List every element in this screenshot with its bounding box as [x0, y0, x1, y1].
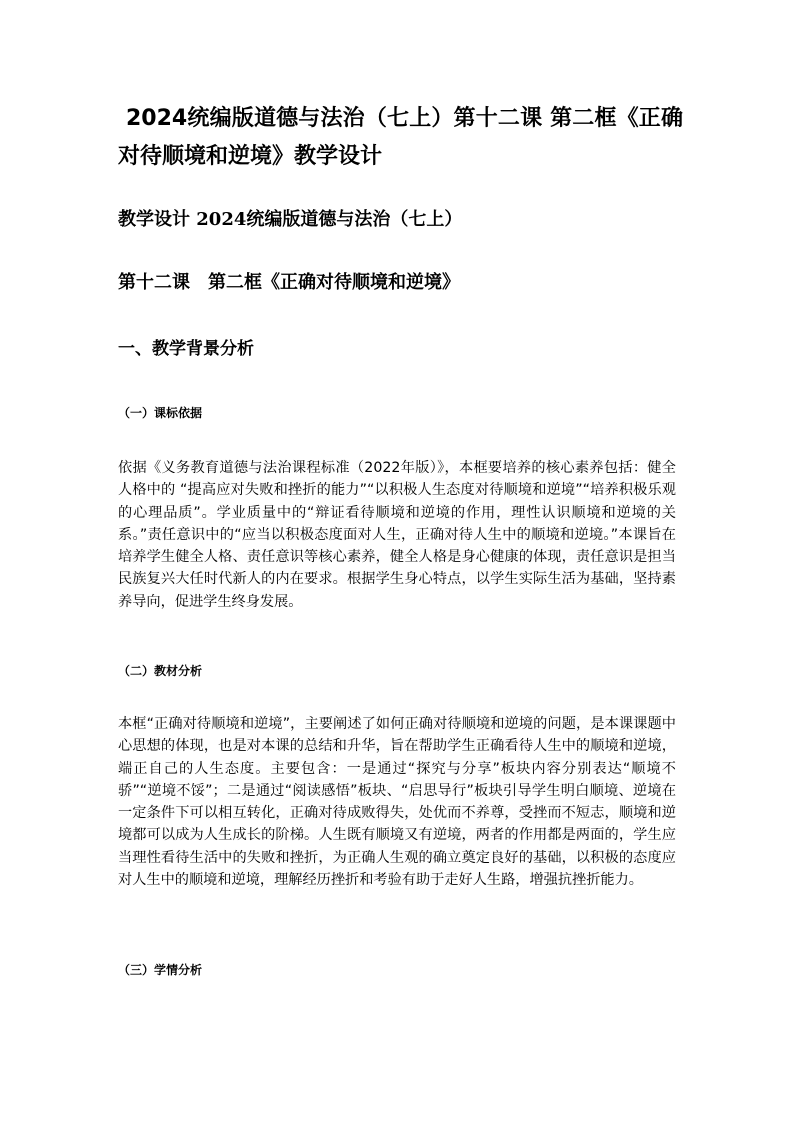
subsection-heading-curriculum-basis: （一）课标依据 — [118, 406, 203, 420]
subsection-heading-student-analysis: （三）学情分析 — [118, 963, 203, 977]
subtitle-lesson: 第十二课 第二框《正确对待顺境和逆境》 — [118, 272, 460, 293]
subtitle-teaching-design: 教学设计 2024统编版道德与法治（七上） — [118, 209, 463, 230]
paragraph-textbook-analysis: 本框“正确对待顺境和逆境”，主要阐述了如何正确对待顺境和逆境的问题，是本课课题中心思想的体现，也是对本课的总结和升华，旨在帮助学生正确看待人生中的顺境和逆境，端正自己的人生态度。主要包含：一是通过“探究与分享”板块内容分别表达“顺境不骄”“逆境不馁”；二是通过“阅读感悟”板块、“启思导行”板块引导学生明白顺境、逆境在一定条件下可以相互转化，正确对待成败得失，处优而不养尊，受挫而不短志，顺境和逆境都可以成为人生成长的阶梯。人生既有顺境又有逆境，两者的作用都是两面的，学生应当理性看待生活中的失败和挫折，为正确人生观的确立奠定良好的基础，以积极的态度应对人生中的顺境和逆境，理解经历挫折和考验有助于走好人生路，增强抗挫折能力。 — [118, 716, 677, 889]
subsection-heading-textbook-analysis: （二）教材分析 — [118, 664, 203, 678]
document-title: 2024统编版道德与法治（七上）第十二课 第二框《正确对待顺境和逆境》教学设计 — [118, 106, 683, 169]
paragraph-curriculum-basis: 依据《义务教育道德与法治课程标准（2022年版）》，本框要培养的核心素养包括：健全人格中的 “提高应对失败和挫折的能力”“以积极人生态度对待顺境和逆境”“培养积极乐观的心理品质”。学业质量中的“辩证看待顺境和逆境的作用，理性认识顺境和逆境的关系。”责任意识中的“应当以积极态度面对人生，正确对待人生中的顺境和逆境。”本课旨在培养学生健全人格、责任意识等核心素养，健全人格是身心健康的体现，责任意识是担当民族复兴大任时代新人的内在要求。根据学生身心特点，以学生实际生活为基础，坚持素养导向，促进学生终身发展。 — [118, 460, 676, 610]
section-heading-background: 一、教学背景分析 — [118, 339, 254, 359]
